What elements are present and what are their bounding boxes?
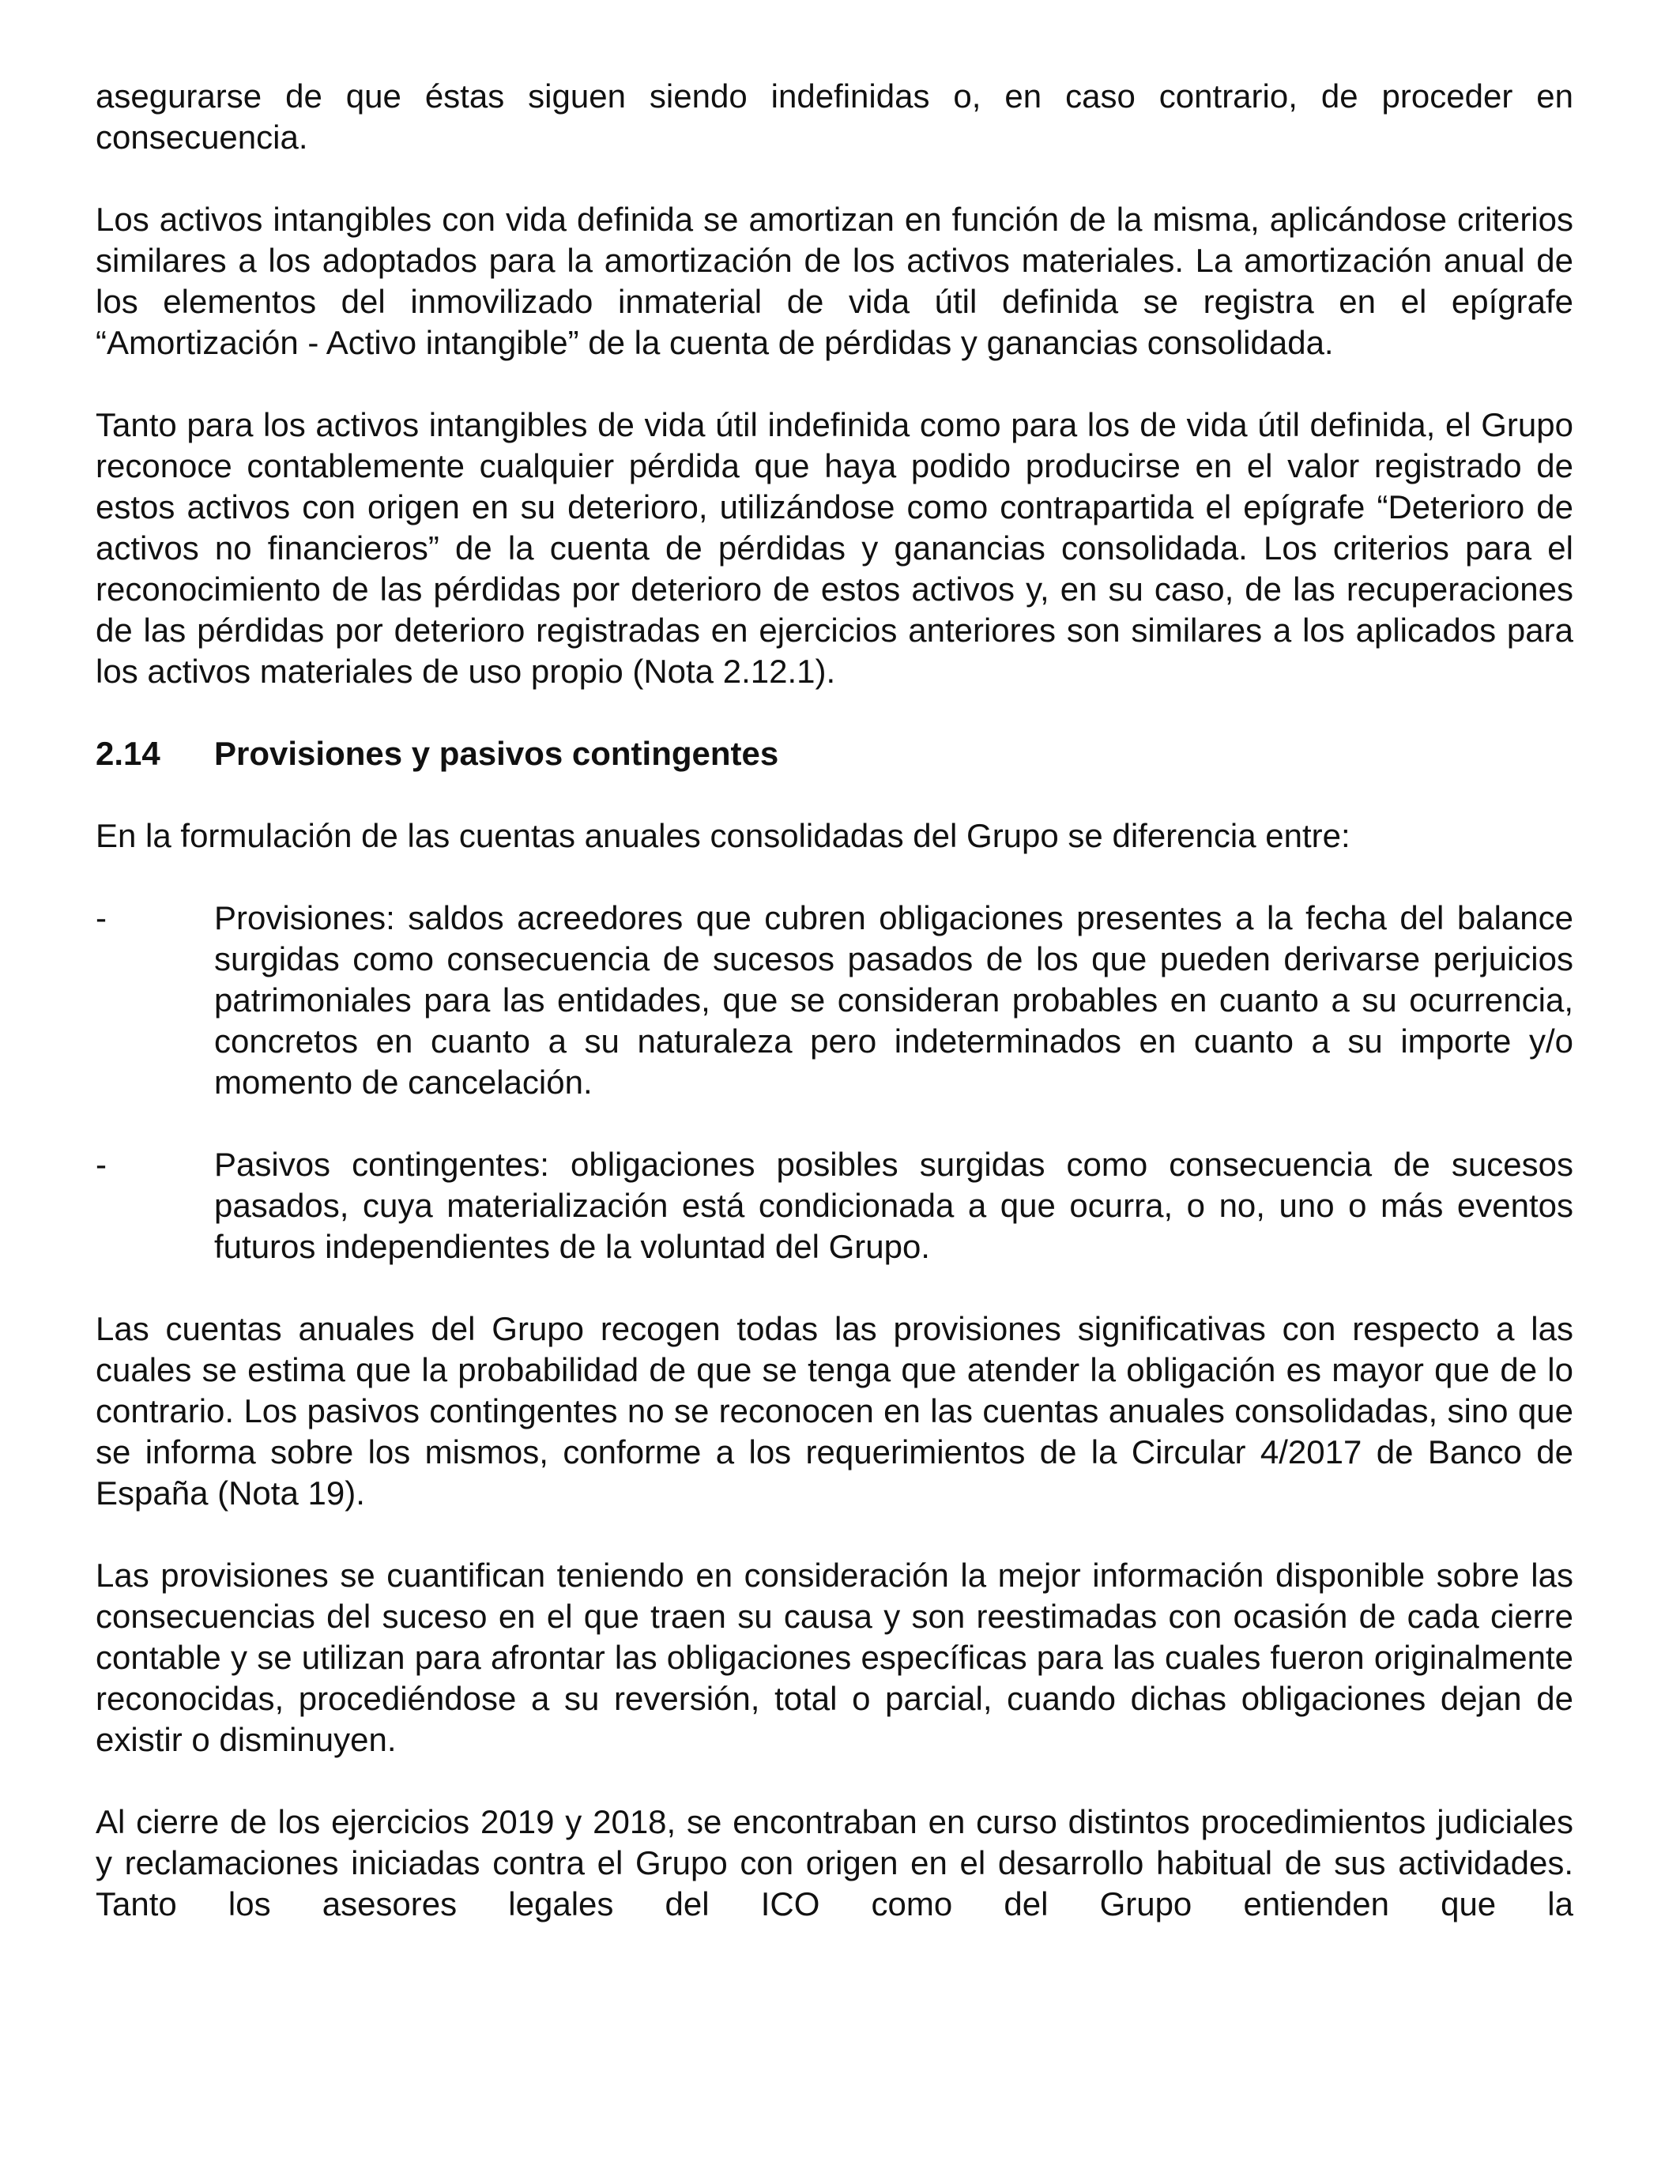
section-heading [96,733,1573,774]
bullet-text: Pasivos contingentes: obligaciones posibles surgidas como consecuencia de sucesos pasados, cuya materialización está condicionada a que ocurra, o no, uno o más eventos futuros independientes de la voluntad del Grupo. [214,1146,1573,1265]
paragraph-intangibles-definite-life: Los activos intangibles con vida definida se amortizan en función de la misma, aplicándose criterios similares a los adoptados para la amortización de los activos materiales. La amortización anual de los elementos del inmovilizado inmaterial de vida útil definida se registra en el epígrafe “Amortización - Activo intangible” de la cuenta de pérdidas y ganancias consolidada. [96,201,1573,361]
list-item-provisiones [96,898,1573,1103]
paragraph-intro: En la formulación de las cuentas anuales consolidadas del Grupo se diferencia entre: [96,817,1350,854]
paragraph-continuation: asegurarse de que éstas siguen siendo indefinidas o, en caso contrario, de proceder en consecuencia. [96,77,1573,156]
bullet-dash: - [96,1146,107,1183]
bullet-text: Provisiones: saldos acreedores que cubren obligaciones presentes a la fecha del balance surgidas como consecuencia de sucesos pasados de los que pueden derivarse perjuicios patrimoniales para las entidades, que se consideran probables en cuanto a su ocurrencia, concretos en cuanto a su naturaleza pero indeterminados en cuanto a su importe y/o momento de cancelación. [214,899,1573,1101]
paragraph-legal-proceedings: Al cierre de los ejercicios 2019 y 2018, se encontraban en curso distintos procedimientos judiciales y reclamaciones iniciadas contra el Grupo con origen en el desarrollo habitual de sus actividades. Tanto los asesores legales del ICO como del Grupo entienden que la [96,1803,1573,1922]
paragraph-quantification: Las provisiones se cuantifican teniendo en consideración la mejor información disponible sobre las consecuencias del suceso en el que traen su causa y son reestimadas con ocasión de cada cierre contable y se utilizan para afrontar las obligaciones específicas para las cuales fueron originalmente reconocidas, procediéndose a su reversión, total o parcial, cuando dichas obligaciones dejan de existir o disminuyen. [96,1557,1573,1758]
list-item-pasivos-contingentes [96,1144,1573,1267]
paragraph-impairment: Tanto para los activos intangibles de vida útil indefinida como para los de vida útil definida, el Grupo reconoce contablemente cualquier pérdida que haya podido producirse en el valor registrado de estos activos con origen en su deterioro, utilizándose como contrapartida el epígrafe “Deterioro de activos no financieros” de la cuenta de pérdidas y ganancias consolidada. Los criterios para el reconocimiento de las pérdidas por deterioro de estos activos y, en su caso, de las recuperaciones de las pérdidas por deterioro registradas en ejercicios anteriores son similares a los aplicados para los activos materiales de uso propio (Nota 2.12.1). [96,406,1573,690]
bullet-dash: - [96,899,107,936]
document-page [96,76,1573,1925]
section-number: 2.14 [96,735,160,772]
paragraph-recognition: Las cuentas anuales del Grupo recogen todas las provisiones significativas con respecto a las cuales se estima que la probabilidad de que se tenga que atender la obligación es mayor que de lo contrario. Los pasivos contingentes no se reconocen en las cuentas anuales consolidadas, sino que se informa sobre los mismos, conforme a los requerimientos de la Circular 4/2017 de Banco de España (Nota 19). [96,1310,1573,1512]
section-title: Provisiones y pasivos contingentes [214,735,779,772]
